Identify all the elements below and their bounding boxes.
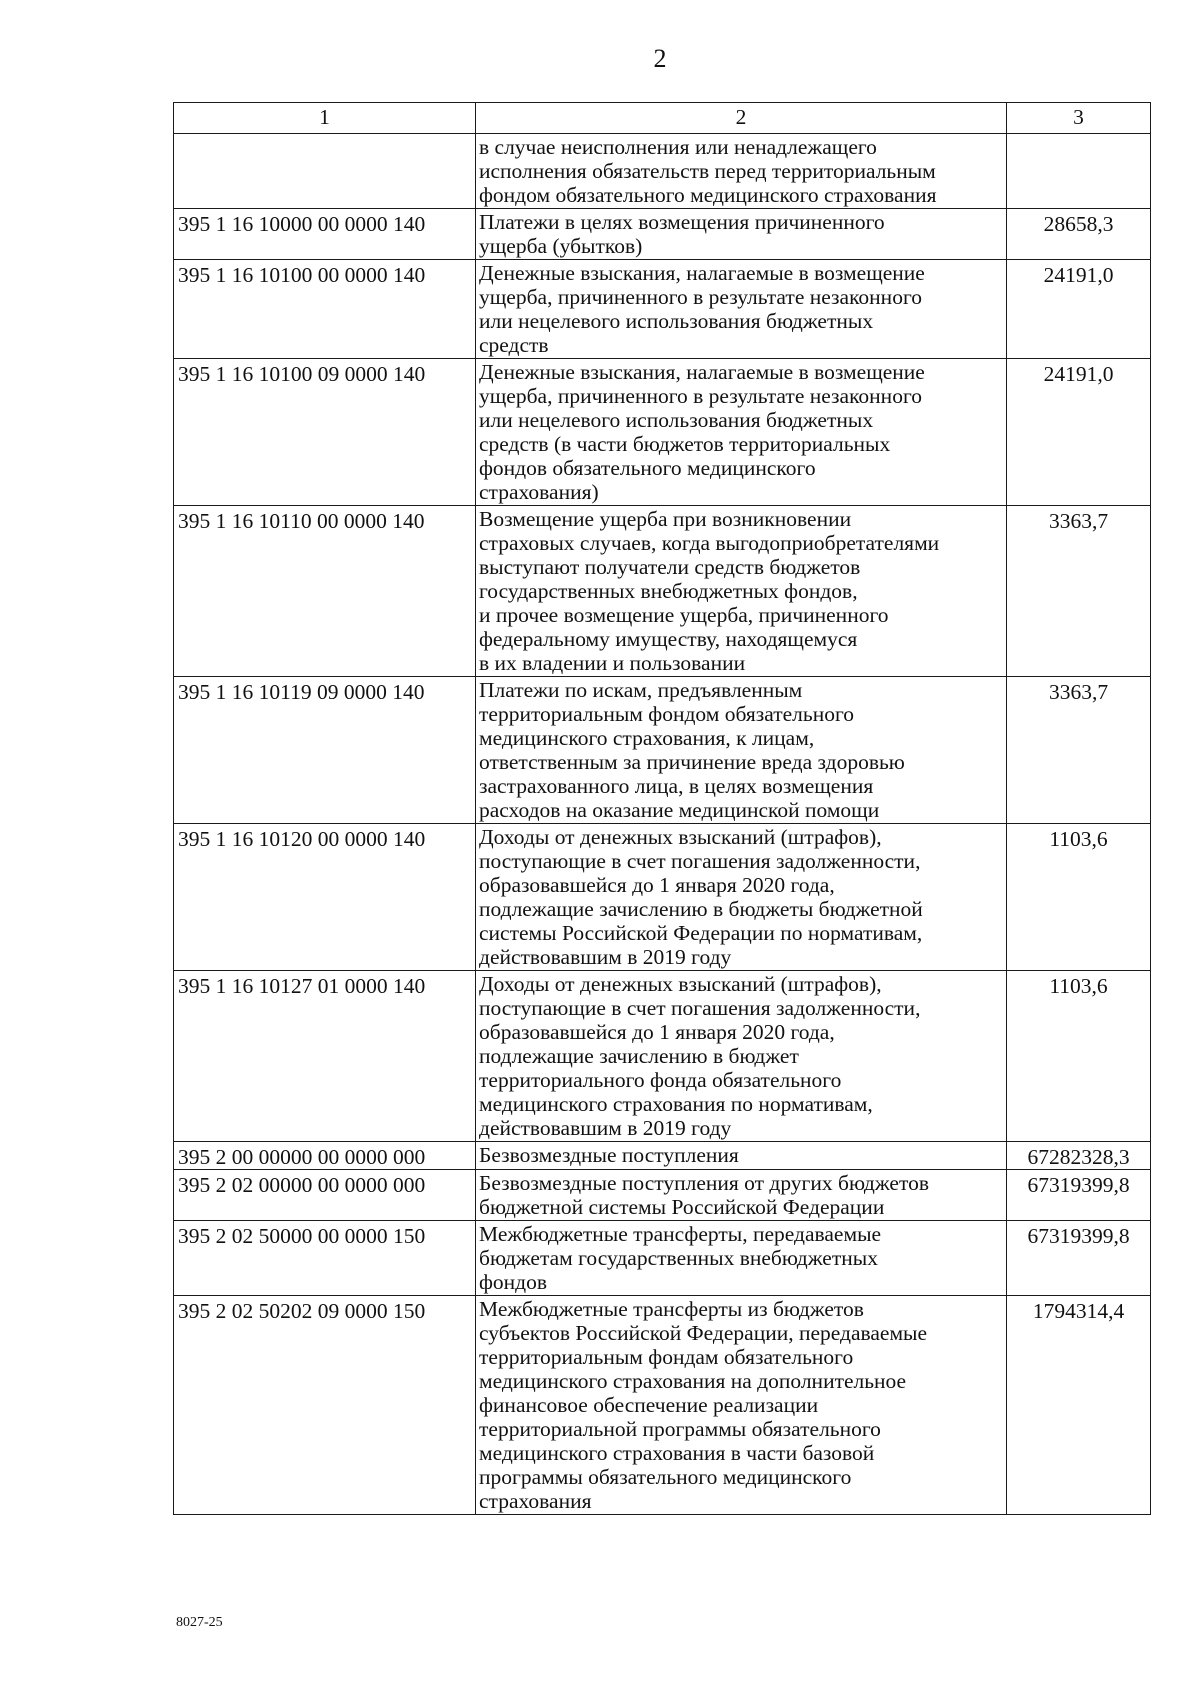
table-row [174,134,1151,209]
amount-value: 28658,3 [1007,209,1151,260]
amount-value: 24191,0 [1007,359,1151,506]
revenue-name-line: действовавшим в 2019 году [479,945,732,969]
table-row [174,1296,1151,1515]
revenue-name [476,1296,1007,1515]
header-col-2: 2 [476,103,1007,134]
revenue-name [476,1142,1007,1170]
revenue-name-line: средств [479,333,549,357]
table-row [174,677,1151,824]
table-row [174,506,1151,677]
budget-classification-code: 395 1 16 10000 00 0000 140 [174,209,476,260]
amount-value [1007,134,1151,209]
revenue-name-line: субъектов Российской Федерации, передаваемые [479,1321,928,1345]
table-header-row [174,103,1151,134]
revenue-name-line: Безвозмездные поступления от других бюджетов [479,1171,929,1195]
footer-document-code: 8027-25 [176,1615,223,1630]
revenue-name-line: средств (в части бюджетов территориальных [479,432,891,456]
table-row [174,824,1151,971]
revenue-table [173,102,1151,1515]
amount-value: 1103,6 [1007,824,1151,971]
amount-value: 1103,6 [1007,971,1151,1142]
revenue-name-line: выступают получатели средств бюджетов [479,555,861,579]
revenue-name-line: программы обязательного медицинского [479,1465,852,1489]
budget-classification-code: 395 1 16 10119 09 0000 140 [174,677,476,824]
amount-value: 24191,0 [1007,260,1151,359]
revenue-name-line: исполнения обязательств перед территориальным [479,159,936,183]
table-row [174,359,1151,506]
revenue-name-line: ущерба, причиненного в результате незаконного [479,285,922,309]
budget-classification-code: 395 1 16 10120 00 0000 140 [174,824,476,971]
revenue-name [476,506,1007,677]
revenue-name-line: действовавшим в 2019 году [479,1116,732,1140]
revenue-name-line: Возмещение ущерба при возникновении [479,507,852,531]
revenue-name-line: ущерба, причиненного в результате незаконного [479,384,922,408]
revenue-name-line: подлежащие зачислению в бюджет [479,1044,799,1068]
amount-value: 1794314,4 [1007,1296,1151,1515]
revenue-name-line: поступающие в счет погашения задолженности, [479,849,921,873]
revenue-name [476,209,1007,260]
amount-value: 3363,7 [1007,506,1151,677]
revenue-name-line: Межбюджетные трансферты из бюджетов [479,1297,864,1321]
amount-value: 3363,7 [1007,677,1151,824]
table-row [174,971,1151,1142]
revenue-name-line: Межбюджетные трансферты, передаваемые [479,1222,882,1246]
amount-value: 67319399,8 [1007,1170,1151,1221]
revenue-name-line: застрахованного лица, в целях возмещения [479,774,874,798]
table-row [174,209,1151,260]
revenue-name [476,134,1007,209]
revenue-name-line: бюджетам государственных внебюджетных [479,1246,878,1270]
revenue-name-line: территориальной программы обязательного [479,1417,881,1441]
revenue-name-line: финансовое обеспечение реализации [479,1393,819,1417]
budget-classification-code: 395 2 02 00000 00 0000 000 [174,1170,476,1221]
revenue-name-line: Доходы от денежных взысканий (штрафов), [479,972,882,996]
revenue-name [476,359,1007,506]
revenue-name-line: образовавшейся до 1 января 2020 года, [479,873,835,897]
revenue-name-line: медицинского страхования на дополнительное [479,1369,907,1393]
revenue-name [476,677,1007,824]
revenue-name-line: в их владении и пользовании [479,651,746,675]
budget-classification-code: 395 1 16 10127 01 0000 140 [174,971,476,1142]
page-number: 2 [653,44,667,73]
revenue-name-line: расходов на оказание медицинской помощи [479,798,880,822]
revenue-name-line: образовавшейся до 1 января 2020 года, [479,1020,835,1044]
revenue-name-line: медицинского страхования, к лицам, [479,726,815,750]
budget-classification-code: 395 2 00 00000 00 0000 000 [174,1142,476,1170]
revenue-name-line: территориальным фондам обязательного [479,1345,854,1369]
revenue-name-line: страховых случаев, когда выгодоприобретателями [479,531,940,555]
revenue-name [476,824,1007,971]
revenue-name-line: территориального фонда обязательного [479,1068,842,1092]
revenue-name-line: Денежные взыскания, налагаемые в возмещение [479,261,925,285]
budget-classification-code: 395 1 16 10100 00 0000 140 [174,260,476,359]
revenue-name-line: поступающие в счет погашения задолженности, [479,996,921,1020]
header-col-3: 3 [1007,103,1151,134]
table-header [174,103,1151,134]
revenue-name [476,260,1007,359]
revenue-name [476,1170,1007,1221]
budget-classification-code [174,134,476,209]
revenue-name-line: Платежи в целях возмещения причиненного [479,210,885,234]
revenue-name-line: страхования) [479,480,599,504]
revenue-name-line: в случае неисполнения или ненадлежащего [479,135,877,159]
table-row [174,1142,1151,1170]
revenue-name-line: или нецелевого использования бюджетных [479,309,874,333]
revenue-name-line: медицинского страхования в части базовой [479,1441,875,1465]
revenue-name-line: системы Российской Федерации по нормативам, [479,921,923,945]
table-row [174,1221,1151,1296]
revenue-name-line: ответственным за причинение вреда здоровью [479,750,905,774]
revenue-name-line: федеральному имуществу, находящемуся [479,627,858,651]
revenue-name [476,1221,1007,1296]
revenue-name-line: и прочее возмещение ущерба, причиненного [479,603,889,627]
table-row [174,1170,1151,1221]
revenue-name-line: государственных внебюджетных фондов, [479,579,858,603]
revenue-name-line: или нецелевого использования бюджетных [479,408,874,432]
revenue-name-line: страхования [479,1489,592,1513]
amount-value: 67319399,8 [1007,1221,1151,1296]
revenue-name-line: медицинского страхования по нормативам, [479,1092,873,1116]
header-col-1: 1 [174,103,476,134]
budget-classification-code: 395 1 16 10100 09 0000 140 [174,359,476,506]
revenue-name-line: Денежные взыскания, налагаемые в возмещение [479,360,925,384]
budget-classification-code: 395 2 02 50000 00 0000 150 [174,1221,476,1296]
budget-classification-code: 395 2 02 50202 09 0000 150 [174,1296,476,1515]
revenue-name-line: бюджетной системы Российской Федерации [479,1195,885,1219]
revenue-name-line: фондов обязательного медицинского [479,456,816,480]
revenue-name-line: Доходы от денежных взысканий (штрафов), [479,825,882,849]
table-row [174,260,1151,359]
revenue-name-line: территориальным фондом обязательного [479,702,854,726]
revenue-name-line: Безвозмездные поступления [479,1143,739,1167]
revenue-name-line: Платежи по искам, предъявленным [479,678,803,702]
revenue-name [476,971,1007,1142]
revenue-name-line: ущерба (убытков) [479,234,643,258]
budget-classification-code: 395 1 16 10110 00 0000 140 [174,506,476,677]
table-body [174,134,1151,1515]
amount-value: 67282328,3 [1007,1142,1151,1170]
revenue-name-line: фондом обязательного медицинского страхования [479,183,937,207]
revenue-name-line: подлежащие зачислению в бюджеты бюджетной [479,897,923,921]
revenue-name-line: фондов [479,1270,548,1294]
